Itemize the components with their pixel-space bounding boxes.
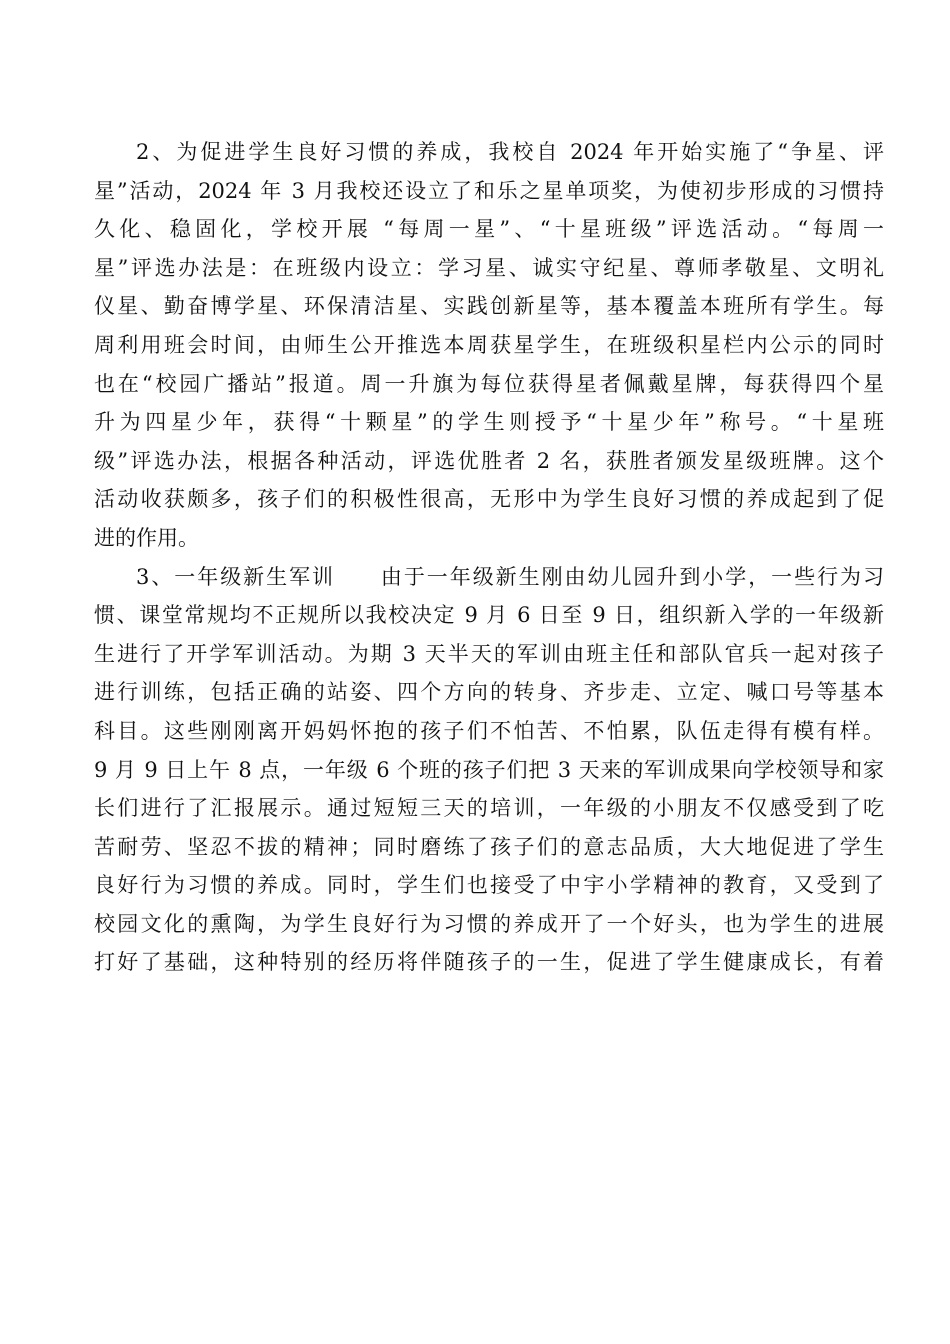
text-line: 良好行为习惯的养成。同时，学生们也接受了中宇小学精神的教育，又受到了: [94, 873, 884, 898]
text-line: 校园文化的熏陶，为学生良好行为习惯的养成开了一个好头，也为学生的进展: [94, 911, 884, 936]
text-line: 进的作用。: [94, 525, 199, 550]
text-line: 进行训练，包括正确的站姿、四个方向的转身、齐步走、立定、喊口号等基本: [94, 680, 884, 705]
text-line: 星”活动，2024 年 3 月我校还设立了和乐之星单项奖，为使初步形成的习惯持: [94, 178, 884, 203]
text-line: 久化、稳固化，学校开展 “每周一星”、“十星班级”评选活动。“每周一: [94, 217, 884, 242]
text-line: 长们进行了汇报展示。通过短短三天的培训，一年级的小朋友不仅感受到了吃: [94, 796, 884, 821]
text-line: 级”评选办法，根据各种活动，评选优胜者 2 名，获胜者颁发星级班牌。这个: [94, 448, 884, 473]
text-line: 科目。这些刚刚离开妈妈怀抱的孩子们不怕苦、不怕累，队伍走得有模有样。: [94, 718, 884, 743]
text-line: 生进行了开学军训活动。为期 3 天半天的军训由班主任和部队官兵一起对孩子: [94, 641, 884, 666]
text-line: 升为四星少年，获得“十颗星”的学生则授予“十星少年”称号。“十星班: [94, 410, 884, 435]
body-text: [94, 133, 884, 982]
paragraph-military-training: [94, 558, 884, 983]
text-line: 9 月 9 日上午 8 点，一年级 6 个班的孩子们把 3 天来的军训成果向学校领导和家: [94, 757, 884, 782]
text-line: 星”评选办法是：在班级内设立：学习星、诚实守纪星、尊师孝敬星、文明礼: [94, 255, 884, 280]
text-line: 周利用班会时间，由师生公开推选本周获星学生，在班级积星栏内公示的同时: [94, 332, 884, 357]
text-line: 2、为促进学生良好习惯的养成，我校自 2024 年开始实施了“争星、评: [136, 140, 884, 164]
text-line: 也在“校园广播站”报道。周一升旗为每位获得星者佩戴星牌，每获得四个星: [94, 371, 884, 396]
text-line: 苦耐劳、坚忍不拔的精神；同时磨练了孩子们的意志品质，大大地促进了学生: [94, 834, 884, 859]
text-line: 惯、课堂常规均不正规所以我校决定 9 月 6 日至 9 日，组织新入学的一年级新: [94, 603, 884, 628]
text-line: 3、一年级新生军训 由于一年级新生刚由幼儿园升到小学，一些行为习: [136, 564, 884, 589]
paragraph-star-activity: [94, 133, 884, 558]
text-line: 打好了基础，这种特别的经历将伴随孩子的一生，促进了学生健康成长，有着: [94, 950, 884, 975]
text-line: 仪星、勤奋博学星、环保清洁星、实践创新星等，基本覆盖本班所有学生。每: [94, 294, 884, 319]
text-line: 活动收获颇多，孩子们的积极性很高，无形中为学生良好习惯的养成起到了促: [94, 487, 884, 512]
